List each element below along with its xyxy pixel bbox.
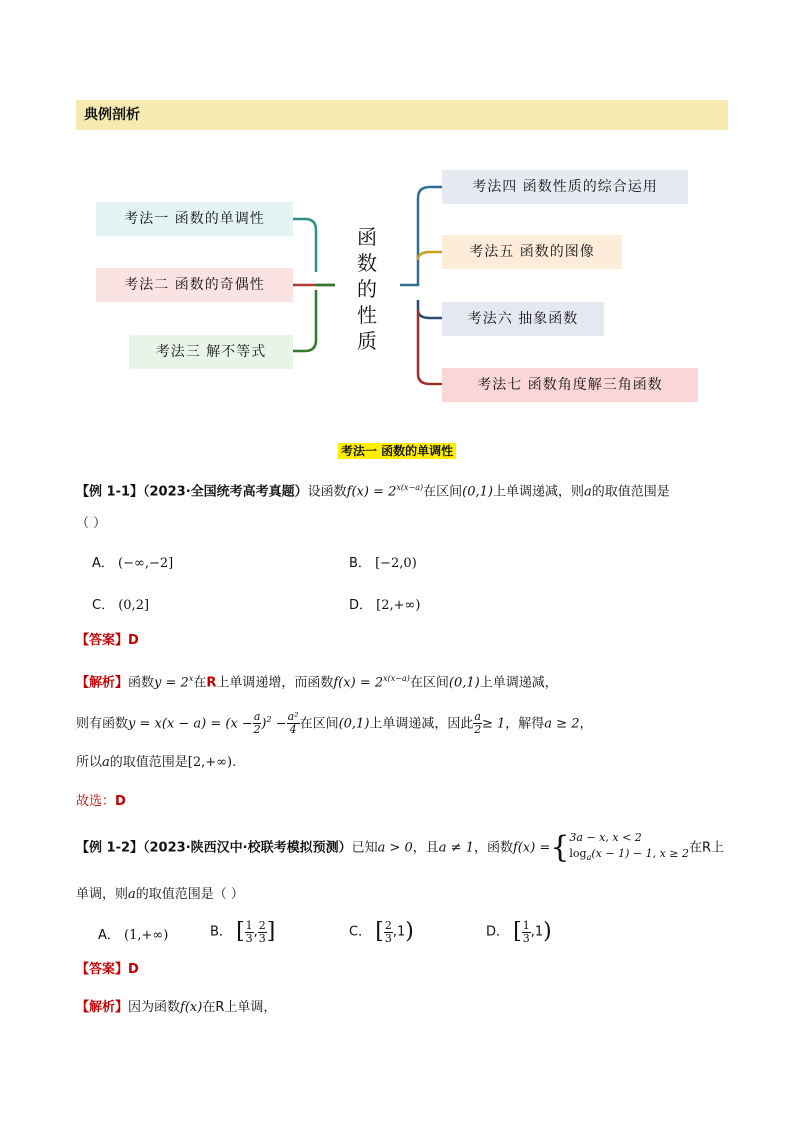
connector-right-2 (418, 252, 442, 260)
option-c: C． (0,2] (92, 598, 150, 613)
example-1-2-question-line-2: 单调，则a的取值范围是（ ） (76, 887, 244, 902)
option-2-d: D． [ $\frac{1}{3}$ ,1) (486, 918, 552, 945)
piecewise-cases: 3a − x, x < 2 $\log_a(x - 1) - 1$, x ≥ 2 (569, 831, 689, 863)
option-2-b: B． [ $\frac{1}{3}$ , $\frac{2}{3}$ ] (210, 918, 276, 945)
option-2-c: C． [ $\frac{2}{3}$ ,1) (349, 918, 414, 945)
topic-heading: 考法一 函数的单调性 (0, 440, 794, 459)
example-1-1-analysis-line-1: 【解析】函数$y = 2^x$在R上单调递增，而函数$f(x) = 2^{x(x-a)}$在区间(0,1)上单调递减， (76, 674, 558, 691)
connector-left-3 (293, 290, 316, 351)
mindmap-center-title: 函 数 的 性 质 (357, 225, 377, 353)
connector-left-1 (293, 219, 316, 272)
example-1-1-analysis-line-2: 则有函数y = x(x − a) = (x − $\frac{a}{2}$ )$^2$ − $\frac{\text{a²}}{4}$ 在区间(0,1)上单调递减，因此 $\frac{a}{2}$ ≥ 1，解得a ≥ 2， (76, 710, 593, 737)
connector-right-1 (400, 187, 442, 285)
example-1-1-question: 【例 1-1】（2023·全国统考高考真题）设函数$f(x) = 2^{x(x-a)}$在区间(0,1)上单调递减，则a的取值范围是 (76, 483, 670, 500)
mindmap-node-left-1: 考法一 函数的单调性 (96, 202, 293, 236)
option-2-a: A． (1,+∞) (98, 928, 169, 943)
mindmap-node-right-3: 考法六 抽象函数 (442, 302, 604, 336)
mindmap-node-left-3: 考法三 解不等式 (129, 335, 293, 369)
option-b: B． [−2,0) (349, 556, 417, 571)
example-1-1-answer: 【答案】D (76, 633, 139, 648)
connector-right-4 (418, 310, 442, 384)
mindmap-node-right-4: 考法七 函数角度解三角函数 (442, 368, 698, 402)
example-1-2-answer: 【答案】D (76, 962, 139, 977)
option-d: D． [2,+∞) (349, 598, 421, 613)
option-a: A． (−∞,−2] (92, 556, 174, 571)
piecewise-brace: { (550, 830, 570, 866)
mindmap-node-left-2: 考法二 函数的奇偶性 (96, 268, 293, 302)
connector-right-3 (418, 300, 442, 318)
mindmap-node-right-2: 考法五 函数的图像 (442, 235, 622, 269)
example-1-2-analysis-line-1: 【解析】因为函数f(x)在R上单调， (76, 1000, 277, 1015)
mindmap-node-right-1: 考法四 函数性质的综合运用 (442, 170, 688, 204)
example-1-1-paren: （ ） (76, 516, 107, 531)
example-1-2-question: 【例 1-2】（2023·陕西汉中·校联考模拟预测）已知a > 0，且a ≠ 1，函数f(x) ={ 3a − x, x < 2 $\log_a(x - 1) - 1$, x ≥ 2 在R上 (76, 830, 725, 866)
section-banner: 典例剖析 (76, 100, 728, 130)
example-1-1-choose: 故选：D (76, 794, 126, 809)
example-1-1-analysis-line-3: 所以a的取值范围是[2,+∞). (76, 755, 237, 770)
